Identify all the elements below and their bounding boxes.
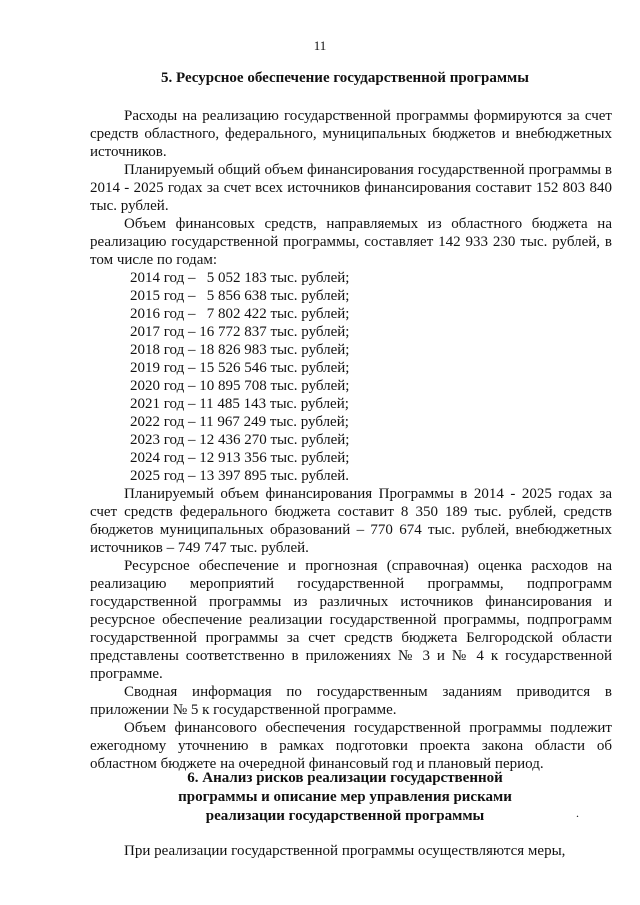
year-item: 2017 год – 16 772 837 тыс. рублей;	[130, 324, 350, 340]
paragraph-federal-municipal: Планируемый объем финансирования Программы в 2014 - 2025 годах за счет средств федерального бюджета составит 8 350 189 тыс. рублей, средств бюджетов муниципальных образований – 770 674 тыс. рублей, внебюджетных источников – 749 747 тыс. рублей.	[90, 486, 612, 556]
section-6-heading	[0, 769, 640, 826]
year-item: 2020 год – 10 895 708 тыс. рублей;	[130, 378, 350, 394]
paragraph-total-funding: Планируемый общий объем финансирования государственной программы в 2014 - 2025 годах за счет всех источников финансирования составит 152 803 840 тыс. рублей.	[90, 162, 612, 214]
year-item: 2022 год – 11 967 249 тыс. рублей;	[130, 414, 349, 430]
section-6-title-line: реализации государственной программы	[205, 808, 485, 824]
year-item: 2016 год – 7 802 422 тыс. рублей;	[130, 306, 350, 322]
paragraph-risk-measures: При реализации государственной программы осуществляются меры,	[124, 843, 566, 859]
year-item: 2021 год – 11 485 143 тыс. рублей;	[130, 396, 349, 412]
year-item: 2015 год – 5 856 638 тыс. рублей;	[130, 288, 350, 304]
section-5-heading: 5. Ресурсное обеспечение государственной программы	[161, 70, 529, 86]
year-item: 2024 год – 12 913 356 тыс. рублей;	[130, 450, 350, 466]
funding-by-year-list	[90, 269, 612, 485]
paragraph-annual-adjustment: Объем финансового обеспечения государственной программы подлежит ежегодному уточнению в рамках подготовки проекта закона области об областном бюджете на очередной финансовый год и плановый период.	[90, 720, 612, 772]
paragraph-regional-budget: Объем финансовых средств, направляемых из областного бюджета на реализацию государственной программы, составляет 142 933 230 тыс. рублей, в том числе по годам:	[90, 216, 612, 268]
year-item: 2014 год – 5 052 183 тыс. рублей;	[130, 270, 350, 286]
year-item: 2023 год – 12 436 270 тыс. рублей;	[130, 432, 350, 448]
page-number: 11	[313, 38, 327, 53]
section-6-body	[90, 842, 612, 860]
paragraph-resource-appendices: Ресурсное обеспечение и прогнозная (справочная) оценка расходов на реализацию мероприятий государственной программы, подпрограмм государственной программы из различных источников финансирования и ресурсное обеспечение реализации государственной программы, подпрограмм государственной программы за счет средств бюджета Белгородской области представлены соответственно в приложениях № 3 и № 4 к государственной программе.	[90, 558, 612, 682]
section-6-title-line: 6. Анализ рисков реализации государственной	[187, 770, 503, 786]
year-item: 2025 год – 13 397 895 тыс. рублей.	[130, 468, 350, 484]
year-item: 2019 год – 15 526 546 тыс. рублей;	[130, 360, 350, 376]
year-item: 2018 год – 18 826 983 тыс. рублей;	[130, 342, 350, 358]
stray-mark: .	[576, 806, 579, 820]
paragraph-expense-sources: Расходы на реализацию государственной программы формируются за счет средств областного, федерального, муниципальных бюджетов и внебюджетных источников.	[90, 108, 612, 160]
section-6-title-line: программы и описание мер управления рисками	[178, 789, 512, 805]
paragraph-state-assignments: Сводная информация по государственным заданиям приводится в приложении № 5 к государственной программе.	[90, 684, 612, 718]
section-5-body	[90, 107, 612, 773]
